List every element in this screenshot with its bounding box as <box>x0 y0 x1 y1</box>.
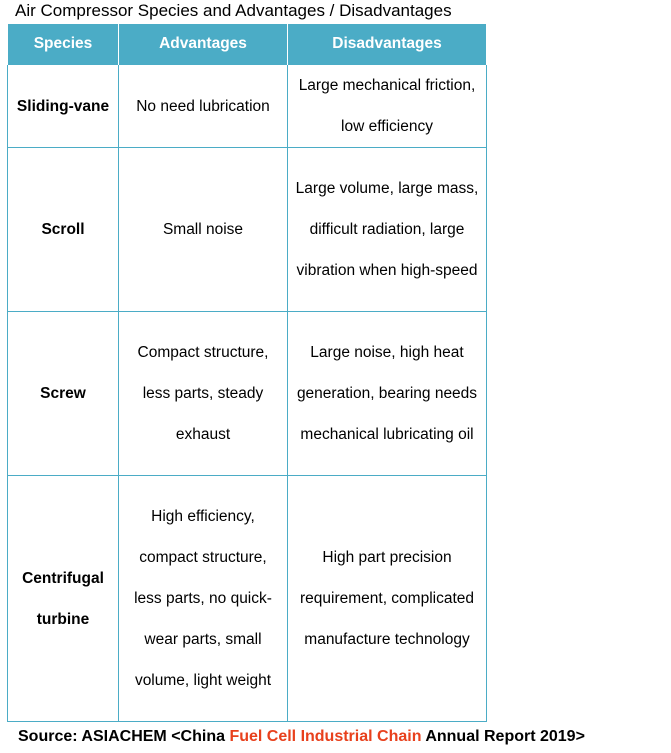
disadvantages-cell: High part precision requirement, complicated manufacture technology <box>288 476 487 722</box>
table-header-row <box>8 24 487 65</box>
species-cell: Scroll <box>8 148 119 312</box>
source-suffix: Annual Report 2019> <box>421 728 585 745</box>
disadvantages-cell: Large volume, large mass, difficult radiation, large vibration when high-speed <box>288 148 487 312</box>
disadvantages-cell: Large noise, high heat generation, bearing needs mechanical lubricating oil <box>288 312 487 476</box>
species-cell: Sliding-vane <box>8 65 119 148</box>
table-row <box>8 312 487 476</box>
compressor-comparison-table <box>7 24 487 722</box>
source-citation <box>18 726 585 748</box>
table-row <box>8 65 487 148</box>
source-prefix: Source: ASIACHEM <China <box>18 728 230 745</box>
advantages-cell: Compact structure, less parts, steady exhaust <box>119 312 288 476</box>
column-header-disadvantages: Disadvantages <box>288 24 487 65</box>
source-highlight: Fuel Cell Industrial Chain <box>229 728 422 745</box>
column-header-species: Species <box>8 24 119 65</box>
table-row <box>8 476 487 722</box>
advantages-cell: No need lubrication <box>119 65 288 148</box>
document-title: Air Compressor Species and Advantages / Disadvantages <box>15 1 452 20</box>
species-cell: Centrifugal turbine <box>8 476 119 722</box>
column-header-advantages: Advantages <box>119 24 288 65</box>
advantages-cell: Small noise <box>119 148 288 312</box>
advantages-cell: High efficiency, compact structure, less parts, no quick-wear parts, small volume, light weight <box>119 476 288 722</box>
table-row <box>8 148 487 312</box>
disadvantages-cell: Large mechanical friction, low efficiency <box>288 65 487 148</box>
species-cell: Screw <box>8 312 119 476</box>
